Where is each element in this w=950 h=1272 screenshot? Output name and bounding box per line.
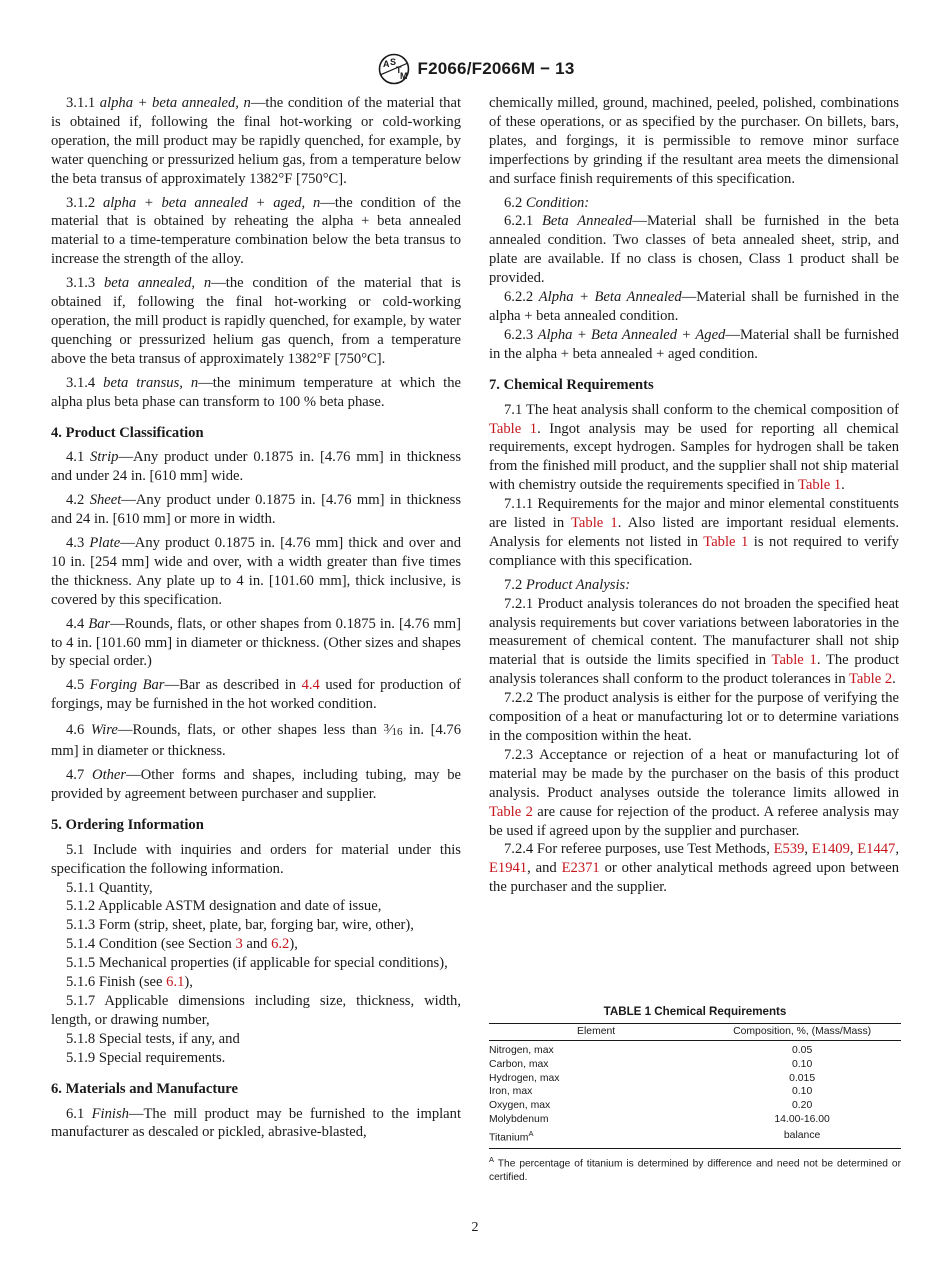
- section-7-1-1: 7.1.1 Requirements for the major and minor elemental constituents are listed in Table 1. Also listed are important residual elements. Analysis for elements not listed in Table 1 is not required to verify compliance with this specification.: [489, 496, 899, 569]
- left-column: [51, 94, 461, 1147]
- link-table-2[interactable]: Table 2: [849, 671, 893, 688]
- link-table-1[interactable]: Table 1: [489, 420, 538, 437]
- svg-text:A: A: [382, 59, 389, 69]
- column-header-element: Element: [489, 1024, 703, 1041]
- table-row: Titanium$^A$ balance: [489, 1127, 901, 1149]
- footnote-marker: A: [528, 1128, 534, 1138]
- link-e1447[interactable]: E1447: [857, 841, 896, 858]
- link-6-2[interactable]: 6.2: [271, 936, 290, 953]
- section-6-2-2: 6.2.2 Alpha + Beta Annealed—Material shall be furnished in the alpha + beta annealed condition.: [489, 289, 900, 324]
- section-6-2-1: 6.2.1 Beta Annealed—Material shall be furnished in the beta annealed condition. Two classes of beta annealed sheet, strip, and plate are available. If no class is chosen, Class 1 product shall be provided.: [489, 213, 899, 287]
- link-table-1[interactable]: Table 1: [797, 477, 842, 494]
- table-footnote: $^A$ The percentage of titanium is determined by difference and need not be determined or certified.: [489, 1155, 901, 1183]
- table: [489, 1023, 901, 1149]
- section-5-1-6: 5.1.6 Finish (see 6.1),: [66, 974, 193, 991]
- svg-text:M: M: [399, 71, 407, 81]
- link-section-3[interactable]: 3: [235, 936, 243, 953]
- table-row: Hydrogen, max 0.015: [489, 1072, 816, 1084]
- link-e1409[interactable]: E1409: [811, 841, 850, 858]
- section-7-2-3: 7.2.3 Acceptance or rejection of a heat or manufacturing lot of material may be made by the purchaser on the basis of this product analysis. Product analyses outside the tolerance limits allowed in Table 2 are cause for rejection of the product. A referee analysis may be used if agreed upon by the supplier and purchaser.: [489, 746, 899, 839]
- heading-ordering-information: 5. Ordering Information: [51, 816, 204, 833]
- link-e1941[interactable]: E1941: [489, 860, 528, 877]
- page-header: [0, 52, 950, 86]
- link-table-2[interactable]: Table 2: [489, 803, 533, 820]
- section-6-1: 6.1 Finish—The mill product may be furnished to the implant manufacturer as descaled or pickled, abrasive-blasted,: [51, 1105, 461, 1141]
- section-5-1-4: 5.1.4 Condition (see Section 3 and 6.2),: [66, 936, 298, 953]
- link-4-4[interactable]: 4.4: [301, 677, 320, 694]
- section-4-6: 4.6 Wire—Rounds, flats, or other shapes less than $^3$⁄16 in. [4.76 mm] in diameter or thickness.: [51, 722, 461, 760]
- section-7-1: 7.1 The heat analysis shall conform to the chemical composition of Table 1. Ingot analysis may be used for reporting all chemical requirements, except hydrogen. Samples for hydrogen shall be taken from the finished mill product, and the supplier shall not ship material with chemistry outside the requirements specified in Table 1.: [489, 401, 899, 494]
- table-row: Iron, max 0.10: [489, 1086, 813, 1098]
- link-e2371[interactable]: E2371: [561, 860, 600, 877]
- table-row: Nitrogen, max 0.05: [489, 1045, 813, 1056]
- section-5-1-5: 5.1.5 Mechanical properties (if applicable for special conditions),: [66, 955, 448, 972]
- svg-text:S: S: [389, 57, 396, 67]
- heading-product-classification: 4. Product Classification: [51, 424, 204, 441]
- document-designation: F2066/F2066M − 13: [417, 59, 575, 78]
- section-5-1-2: 5.1.2 Applicable ASTM designation and date of issue,: [66, 898, 382, 915]
- section-3-1-1: 3.1.1 alpha + beta annealed, n—the condition of the material that is obtained if, following the final hot-working or cold-working operation, the mill product may be rapidly quenched, for example, by water quenching or pressurized helium gas, from a temperature below the beta transus of approximately 1382°F [750°C].: [51, 95, 461, 187]
- section-5-1-9: 5.1.9 Special requirements.: [66, 1049, 226, 1066]
- column-header-composition: Composition, %, (Mass/Mass): [703, 1024, 901, 1041]
- table-caption: TABLE 1 Chemical Requirements: [603, 1005, 787, 1018]
- section-6-1-continued: chemically milled, ground, machined, peeled, polished, combinations of these operations, or as specified by the purchaser. On billets, bars, plates, and forgings, it is permissible to remove minor surface imperfections by grinding if the resultant area meets the dimensional and surface finish requirements of this specification.: [489, 95, 899, 187]
- link-table-1[interactable]: Table 1: [771, 652, 817, 669]
- link-table-1[interactable]: Table 1: [571, 515, 618, 532]
- table-chemical-requirements: [489, 1005, 901, 1184]
- section-3-1-4: 3.1.4 beta transus, n—the minimum temperature at which the alpha plus beta phase can transform to 100 % beta phase.: [51, 374, 461, 410]
- section-4-3: 4.3 Plate—Any product 0.1875 in. [4.76 mm] thick and over and 10 in. [254 mm] wide and over, with a width greater than five times the thickness. Any plate up to 4 in. [101.60 mm], thick inclusive, is covered by this specification.: [51, 535, 461, 608]
- heading-chemical-requirements: 7. Chemical Requirements: [489, 376, 654, 393]
- link-6-1[interactable]: 6.1: [166, 974, 185, 991]
- link-table-1[interactable]: Table 1: [703, 533, 749, 550]
- section-5-1-7: 5.1.7 Applicable dimensions including size, thickness, width, length, or drawing number,: [51, 992, 461, 1028]
- astm-logo-icon: [376, 53, 412, 85]
- section-7-2-1: 7.2.1 Product analysis tolerances do not broaden the specified heat analysis requirements but cover variations between laboratories in the measurement of chemical content. The manufacturer shall not ship material that is outside the limits specified in Table 1. The product analysis tolerances shall conform to the product tolerances in Table 2.: [489, 595, 899, 688]
- table-row: Oxygen, max 0.20: [489, 1100, 813, 1112]
- table-row: Carbon, max 0.10: [489, 1058, 813, 1070]
- section-4-5: 4.5 Forging Bar—Bar as described in 4.4 used for production of forgings, may be furnished in the hot worked condition.: [51, 677, 461, 713]
- section-4-7: 4.7 Other—Other forms and shapes, including tubing, may be provided by agreement between purchaser and supplier.: [51, 767, 461, 802]
- section-5-1: 5.1 Include with inquiries and orders for material under this specification the following information.: [51, 841, 461, 877]
- section-4-2: 4.2 Sheet—Any product under 0.1875 in. [4.76 mm] in thickness and 24 in. [610 mm] or more in width.: [51, 492, 461, 528]
- section-7-2-2: 7.2.2 The product analysis is either for the purpose of verifying the composition of a heat or manufacturing lot or to determine variations in the composition within the heat.: [489, 690, 899, 744]
- section-7-2: 7.2 Product Analysis:: [504, 576, 631, 593]
- right-column: [489, 94, 899, 902]
- heading-materials-and-manufacture: 6. Materials and Manufacture: [51, 1080, 238, 1097]
- section-3-1-3: 3.1.3 beta annealed, n—the condition of the material that is obtained if, following the final hot-working or cold-working operation, the mill product is rapidly quenched, for example, by water quenching or pressurized helium gas quench, from a temperature above the beta transus of approximately 1382°F [750°C].: [51, 275, 461, 367]
- section-6-2-3: 6.2.3 Alpha + Beta Annealed + Aged—Material shall be furnished in the alpha + beta annealed + aged condition.: [489, 326, 899, 362]
- svg-text:T: T: [395, 65, 401, 75]
- page-number: 2: [471, 1220, 479, 1235]
- section-7-2-4: 7.2.4 For referee purposes, use Test Methods, E539, E1409, E1447, E1941, and E2371 or other analytical methods agreed upon between the purchaser and the supplier.: [489, 841, 900, 896]
- section-4-4: 4.4 Bar—Rounds, flats, or other shapes from 0.1875 in. [4.76 mm] to 4 in. [101.60 mm] in diameter or thickness. (Other sizes and shapes by special order.): [51, 615, 461, 670]
- section-4-1: 4.1 Strip—Any product under 0.1875 in. [4.76 mm] in thickness and under 24 in. [610 mm] wide.: [51, 449, 462, 485]
- link-e539[interactable]: E539: [773, 841, 805, 858]
- section-5-1-8: 5.1.8 Special tests, if any, and: [66, 1030, 240, 1047]
- section-6-2: 6.2 Condition:: [504, 194, 590, 211]
- section-3-1-2: 3.1.2 alpha + beta annealed + aged, n—the condition of the material that is obtained by reheating the alpha + beta annealed material to a time-temperature combination below the beta transus to increase the strength of the alloy.: [51, 194, 462, 268]
- section-5-1-1: 5.1.1 Quantity,: [66, 879, 153, 896]
- section-5-1-3: 5.1.3 Form (strip, sheet, plate, bar, forging bar, wire, other),: [66, 917, 414, 934]
- table-row: Molybdenum 14.00-16.00: [489, 1113, 830, 1125]
